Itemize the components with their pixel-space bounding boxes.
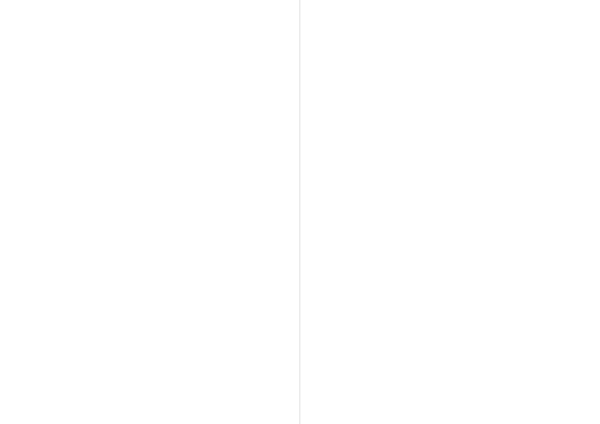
paragraph <box>312 43 440 49</box>
text-column <box>163 24 290 410</box>
paragraph <box>450 80 578 86</box>
text-column <box>26 24 153 410</box>
paragraph <box>450 33 578 39</box>
paragraph <box>26 98 153 104</box>
paragraph <box>26 70 153 76</box>
paragraph <box>312 33 440 39</box>
paragraph <box>163 24 290 30</box>
paragraph <box>450 24 578 30</box>
text-columns <box>26 24 290 410</box>
paragraph <box>163 33 290 39</box>
paragraph <box>312 61 440 67</box>
paragraph <box>312 24 440 30</box>
page-number <box>26 14 290 22</box>
page-number <box>312 14 578 22</box>
text-columns <box>312 24 578 410</box>
paragraph <box>312 70 440 76</box>
paragraph <box>26 89 153 95</box>
paragraph <box>312 52 440 58</box>
paragraph <box>312 80 440 86</box>
paragraph <box>163 70 290 76</box>
paragraph <box>26 61 153 67</box>
paragraph <box>163 43 290 49</box>
paragraph <box>450 70 578 76</box>
paragraph <box>163 80 290 86</box>
paragraph <box>163 61 290 67</box>
paragraph <box>450 52 578 58</box>
paragraph <box>163 52 290 58</box>
paragraph <box>26 52 153 58</box>
paragraph <box>26 33 153 39</box>
paragraph <box>450 43 578 49</box>
paragraph <box>26 43 153 49</box>
paragraph <box>26 24 153 30</box>
text-column <box>312 24 440 410</box>
paragraph <box>26 80 153 86</box>
right-page <box>300 0 600 424</box>
paragraph <box>450 61 578 67</box>
text-column <box>450 24 578 410</box>
